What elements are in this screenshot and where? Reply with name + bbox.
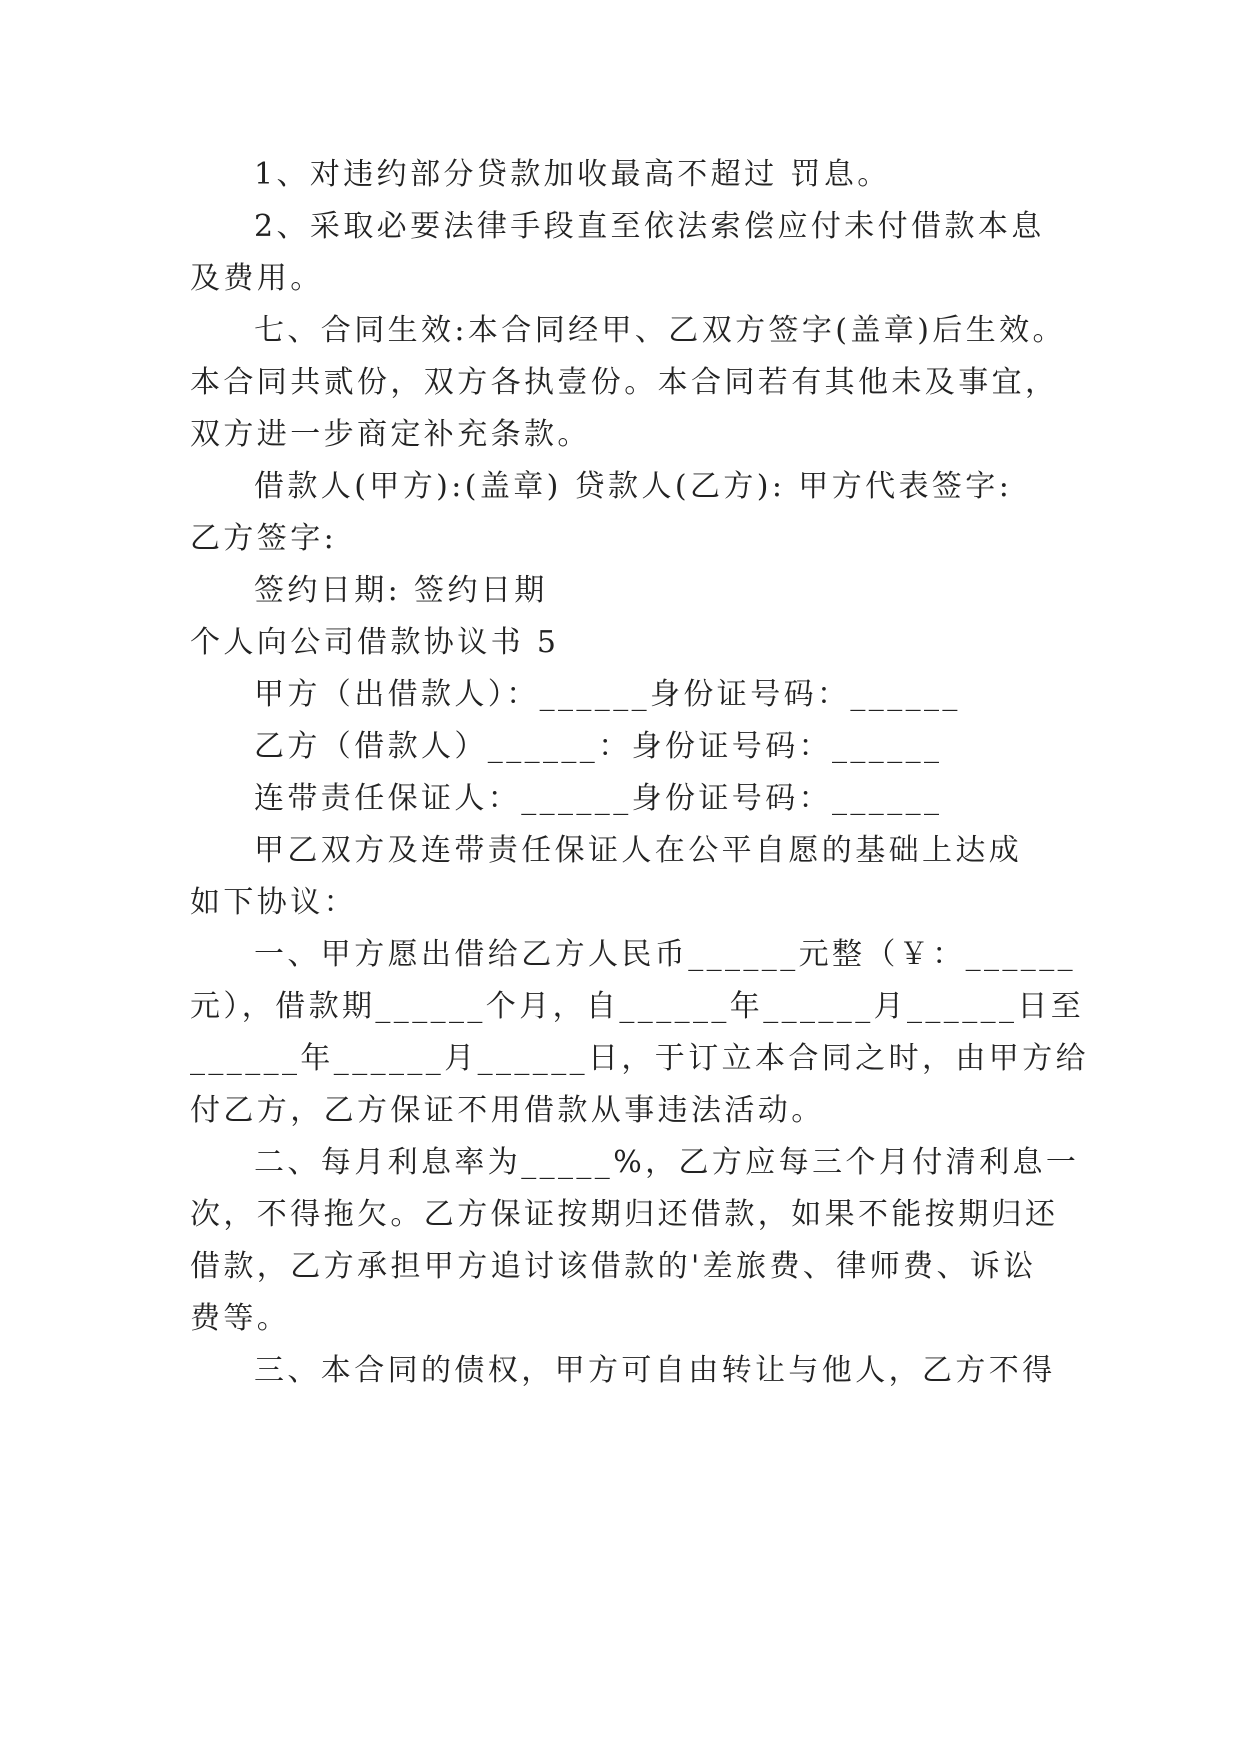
- text-line: 2、采取必要法律手段直至依法索偿应付未付借款本息: [254, 209, 1045, 244]
- clause-line: ______年______月______日，于订立本合同之时，由甲方给: [190, 1041, 1089, 1076]
- text-line: 七、合同生效:本合同经甲、乙双方签字(盖章)后生效。: [254, 313, 1066, 348]
- document-section-title: 个人向公司借款协议书 5: [190, 625, 560, 660]
- clause-line: 借款，乙方承担甲方追讨该借款的'差旅费、律师费、诉讼: [190, 1249, 1037, 1284]
- text-line: 甲乙双方及连带责任保证人在公平自愿的基础上达成: [254, 833, 1023, 868]
- party-a-line: 甲方（出借款人）：______身份证号码：______: [254, 677, 961, 712]
- text-line: 如下协议：: [190, 885, 357, 920]
- text-line: 1、对违约部分贷款加收最高不超过 罚息。: [254, 157, 891, 192]
- text-line: 本合同共贰份，双方各执壹份。本合同若有其他未及事宜，: [190, 365, 1059, 400]
- clause-line: 次，不得拖欠。乙方保证按期归还借款，如果不能按期归还: [190, 1197, 1059, 1232]
- clause-line: 一、甲方愿出借给乙方人民币______元整（￥：______: [254, 937, 1076, 972]
- guarantor-line: 连带责任保证人：______身份证号码：______: [254, 781, 943, 816]
- clause-line: 二、每月利息率为_____%，乙方应每三个月付清利息一: [254, 1145, 1080, 1180]
- party-b-line: 乙方（借款人）______：身份证号码：______: [254, 729, 943, 764]
- clause-line: 元），借款期______个月，自______年______月______日至: [190, 989, 1085, 1024]
- clause-line: 费等。: [190, 1301, 291, 1336]
- signature-line: 乙方签字:: [190, 521, 338, 556]
- text-line: 及费用。: [190, 261, 324, 296]
- signing-date-line: 签约日期: 签约日期: [254, 573, 548, 608]
- text-line: 双方进一步商定补充条款。: [190, 417, 591, 452]
- clause-line: 三、本合同的债权，甲方可自由转让与他人，乙方不得: [254, 1353, 1056, 1388]
- signature-line: 借款人(甲方):(盖章) 贷款人(乙方): 甲方代表签字:: [254, 469, 1013, 504]
- clause-line: 付乙方，乙方保证不用借款从事违法活动。: [190, 1093, 825, 1128]
